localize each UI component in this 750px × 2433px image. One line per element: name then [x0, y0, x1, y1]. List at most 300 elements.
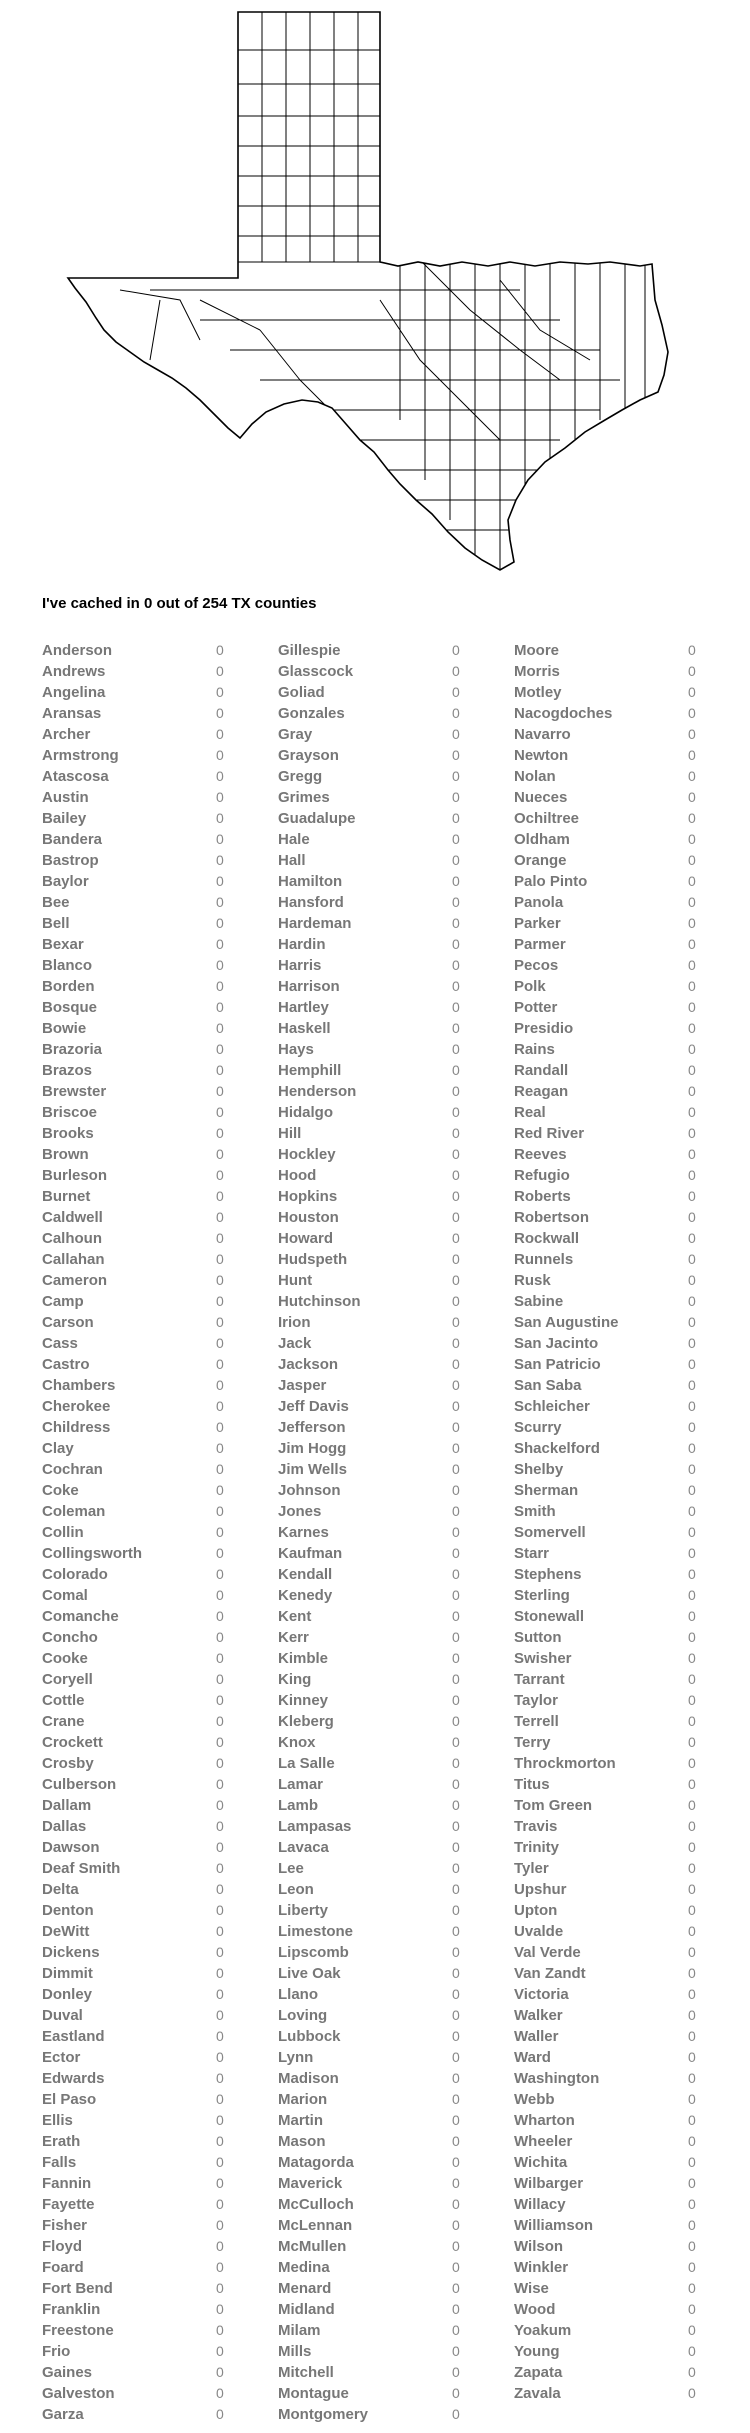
county-name-link[interactable]: Gillespie	[278, 642, 341, 659]
county-name-link[interactable]: Lubbock	[278, 2028, 341, 2045]
county-name-link[interactable]: Freestone	[42, 2322, 114, 2339]
county-name-link[interactable]: Brooks	[42, 1125, 94, 1142]
county-name-link[interactable]: San Jacinto	[514, 1335, 599, 1352]
county-name-link[interactable]: Cooke	[42, 1650, 88, 1667]
county-name-link[interactable]: Reeves	[514, 1146, 567, 1163]
county-name-link[interactable]: Cottle	[42, 1692, 85, 1709]
county-name-link[interactable]: Dawson	[42, 1839, 100, 1856]
county-name-link[interactable]: Jasper	[278, 1377, 327, 1394]
county-name-link[interactable]: Walker	[514, 2007, 563, 2024]
county-name-link[interactable]: Hartley	[278, 999, 329, 1016]
county-name-link[interactable]: Frio	[42, 2343, 71, 2360]
county-name-link[interactable]: Midland	[278, 2301, 335, 2318]
county-name-link[interactable]: Tyler	[514, 1860, 549, 1877]
county-name-link[interactable]: Schleicher	[514, 1398, 590, 1415]
county-row	[42, 1543, 272, 1564]
county-cache-count: 0	[216, 747, 224, 763]
county-name-link[interactable]: Bee	[42, 894, 70, 911]
county-name-link[interactable]: Kimble	[278, 1650, 329, 1667]
county-cache-count: 0	[688, 2091, 696, 2107]
county-name-link[interactable]: Shelby	[514, 1461, 564, 1478]
county-name-link[interactable]: Bailey	[42, 810, 87, 827]
county-name-link[interactable]: Haskell	[278, 1020, 331, 1037]
county-name-link[interactable]: Nolan	[514, 768, 556, 785]
county-name-link[interactable]: Foard	[42, 2259, 84, 2276]
county-cache-count: 0	[216, 1965, 224, 1981]
county-name-link[interactable]: Duval	[42, 2007, 83, 2024]
county-row	[42, 1669, 272, 1690]
county-name-link[interactable]: King	[278, 1671, 312, 1688]
county-name-link[interactable]: Lavaca	[278, 1839, 329, 1856]
county-name-link[interactable]: Maverick	[278, 2175, 343, 2192]
county-name-link[interactable]: Collingsworth	[42, 1545, 142, 1562]
county-name-link[interactable]: Red River	[514, 1125, 585, 1142]
county-cache-count: 0	[216, 1902, 224, 1918]
county-row	[514, 2278, 744, 2299]
county-cache-count: 0	[216, 1020, 224, 1036]
county-name-link[interactable]: Garza	[42, 2406, 84, 2423]
county-name-link[interactable]: Zapata	[514, 2364, 563, 2381]
county-name-link[interactable]: Tom Green	[514, 1797, 593, 1814]
county-name-link[interactable]: Irion	[278, 1314, 311, 1331]
county-name-link[interactable]: Lamb	[278, 1797, 319, 1814]
county-name-link[interactable]: Potter	[514, 999, 558, 1016]
county-name-link[interactable]: Dickens	[42, 1944, 100, 1961]
county-name-link[interactable]: Callahan	[42, 1251, 105, 1268]
county-name-link[interactable]: Liberty	[278, 1902, 329, 1919]
county-name-link[interactable]: McMullen	[278, 2238, 347, 2255]
county-name-link[interactable]: Gregg	[278, 768, 323, 785]
county-name-link[interactable]: Bexar	[42, 936, 84, 953]
county-name-link[interactable]: Shackelford	[514, 1440, 600, 1457]
county-name-link[interactable]: Runnels	[514, 1251, 574, 1268]
county-row	[514, 850, 744, 871]
county-row	[514, 1648, 744, 1669]
county-name-link[interactable]: Briscoe	[42, 1104, 98, 1121]
county-name-link[interactable]: Gray	[278, 726, 313, 743]
county-name-link[interactable]: Val Verde	[514, 1944, 581, 1961]
county-name-link[interactable]: Kendall	[278, 1566, 333, 1583]
county-name-link[interactable]: Bastrop	[42, 852, 99, 869]
county-name-link[interactable]: Hall	[278, 852, 306, 869]
county-name-link[interactable]: Stephens	[514, 1566, 582, 1583]
county-row	[514, 1669, 744, 1690]
county-name-link[interactable]: Terry	[514, 1734, 551, 1751]
county-name-link[interactable]: El Paso	[42, 2091, 97, 2108]
county-name-link[interactable]: Karnes	[278, 1524, 329, 1541]
county-name-link[interactable]: Borden	[42, 978, 95, 995]
county-name-link[interactable]: Yoakum	[514, 2322, 572, 2339]
county-row	[278, 1774, 508, 1795]
county-name-link[interactable]: Sabine	[514, 1293, 564, 1310]
county-name-link[interactable]: Willacy	[514, 2196, 566, 2213]
county-name-link[interactable]: Trinity	[514, 1839, 560, 1856]
county-name-link[interactable]: Stonewall	[514, 1608, 585, 1625]
county-name-link[interactable]: Gonzales	[278, 705, 345, 722]
county-name-link[interactable]: Madison	[278, 2070, 339, 2087]
county-name-link[interactable]: Wilson	[514, 2238, 564, 2255]
county-name-link[interactable]: Parmer	[514, 936, 566, 953]
county-name-link[interactable]: Bosque	[42, 999, 98, 1016]
county-name-link[interactable]: Anderson	[42, 642, 113, 659]
county-name-link[interactable]: Lampasas	[278, 1818, 352, 1835]
county-name-link[interactable]: Brazoria	[42, 1041, 103, 1058]
county-name-link[interactable]: Crockett	[42, 1734, 103, 1751]
county-name-link[interactable]: Mitchell	[278, 2364, 334, 2381]
county-name-link[interactable]: Camp	[42, 1293, 84, 1310]
county-name-link[interactable]: Andrews	[42, 663, 106, 680]
county-name-link[interactable]: Caldwell	[42, 1209, 103, 1226]
county-name-link[interactable]: Johnson	[278, 1482, 341, 1499]
county-name-link[interactable]: Brazos	[42, 1062, 93, 1079]
county-name-link[interactable]: Mills	[278, 2343, 312, 2360]
county-name-link[interactable]: Dimmit	[42, 1965, 93, 1982]
county-name-link[interactable]: Lynn	[278, 2049, 314, 2066]
county-name-link[interactable]: Atascosa	[42, 768, 109, 785]
county-name-link[interactable]: Coke	[42, 1482, 79, 1499]
county-name-link[interactable]: Panola	[514, 894, 564, 911]
county-name-link[interactable]: Ochiltree	[514, 810, 580, 827]
county-cache-count: 0	[452, 1209, 460, 1225]
county-name-link[interactable]: Jefferson	[278, 1419, 346, 1436]
county-name-link[interactable]: Carson	[42, 1314, 94, 1331]
county-name-link[interactable]: Jack	[278, 1335, 312, 1352]
county-row	[514, 997, 744, 1018]
county-name-link[interactable]: Ector	[42, 2049, 81, 2066]
county-name-link[interactable]: Hunt	[278, 1272, 313, 1289]
county-name-link[interactable]: Grayson	[278, 747, 339, 764]
county-name-link[interactable]: Robertson	[514, 1209, 589, 1226]
county-cache-count: 0	[688, 1104, 696, 1120]
county-cache-count: 0	[216, 1881, 224, 1897]
county-name-link[interactable]: Menard	[278, 2280, 332, 2297]
county-name-link[interactable]: Kent	[278, 1608, 312, 1625]
county-cache-count: 0	[216, 1419, 224, 1435]
county-name-link[interactable]: Bowie	[42, 1020, 87, 1037]
county-name-link[interactable]: Fort Bend	[42, 2280, 113, 2297]
county-name-link[interactable]: Fisher	[42, 2217, 88, 2234]
county-name-link[interactable]: McCulloch	[278, 2196, 354, 2213]
county-row	[514, 955, 744, 976]
county-name-link[interactable]: Fannin	[42, 2175, 92, 2192]
county-name-link[interactable]: Archer	[42, 726, 91, 743]
county-name-link[interactable]: Armstrong	[42, 747, 119, 764]
county-name-link[interactable]: Donley	[42, 1986, 93, 2003]
county-name-link[interactable]: Cherokee	[42, 1398, 111, 1415]
county-name-link[interactable]: Castro	[42, 1356, 90, 1373]
county-row	[514, 2026, 744, 2047]
county-name-link[interactable]: Concho	[42, 1629, 98, 1646]
county-name-link[interactable]: Nueces	[514, 789, 568, 806]
county-name-link[interactable]: Smith	[514, 1503, 556, 1520]
county-name-link[interactable]: Llano	[278, 1986, 318, 2003]
county-name-link[interactable]: Childress	[42, 1419, 111, 1436]
county-name-link[interactable]: Pecos	[514, 957, 559, 974]
county-name-link[interactable]: Bell	[42, 915, 70, 932]
county-name-link[interactable]: Young	[514, 2343, 560, 2360]
county-cache-count: 0	[216, 936, 224, 952]
county-name-link[interactable]: Van Zandt	[514, 1965, 586, 1982]
county-name-link[interactable]: Grimes	[278, 789, 330, 806]
county-name-link[interactable]: Hill	[278, 1125, 302, 1142]
county-cache-count: 0	[452, 1944, 460, 1960]
county-name-link[interactable]: Tarrant	[514, 1671, 565, 1688]
county-row	[278, 1795, 508, 1816]
county-name-link[interactable]: Nacogdoches	[514, 705, 613, 722]
county-name-link[interactable]: Wood	[514, 2301, 556, 2318]
county-name-link[interactable]: San Saba	[514, 1377, 582, 1394]
county-name-link[interactable]: San Augustine	[514, 1314, 619, 1331]
county-name-link[interactable]: Montague	[278, 2385, 349, 2402]
county-name-link[interactable]: Refugio	[514, 1167, 570, 1184]
county-name-link[interactable]: Harris	[278, 957, 322, 974]
county-name-link[interactable]: La Salle	[278, 1755, 335, 1772]
county-name-link[interactable]: Scurry	[514, 1419, 562, 1436]
county-name-link[interactable]: Medina	[278, 2259, 330, 2276]
county-name-link[interactable]: Polk	[514, 978, 546, 995]
county-name-link[interactable]: Crosby	[42, 1755, 94, 1772]
county-name-link[interactable]: Kaufman	[278, 1545, 343, 1562]
county-name-link[interactable]: Hemphill	[278, 1062, 342, 1079]
county-name-link[interactable]: Orange	[514, 852, 567, 869]
county-name-link[interactable]: Motley	[514, 684, 562, 701]
county-row	[42, 1858, 272, 1879]
county-name-link[interactable]: Ellis	[42, 2112, 73, 2129]
county-name-link[interactable]: Martin	[278, 2112, 323, 2129]
county-cache-count: 0	[216, 1083, 224, 1099]
county-name-link[interactable]: Upshur	[514, 1881, 567, 1898]
county-name-link[interactable]: Roberts	[514, 1188, 571, 1205]
county-name-link[interactable]: Rusk	[514, 1272, 551, 1289]
county-name-link[interactable]: Hardeman	[278, 915, 352, 932]
county-name-link[interactable]: Hidalgo	[278, 1104, 333, 1121]
county-row	[514, 2152, 744, 2173]
county-name-link[interactable]: Gaines	[42, 2364, 93, 2381]
county-name-link[interactable]: Chambers	[42, 1377, 116, 1394]
county-name-link[interactable]: McLennan	[278, 2217, 353, 2234]
county-row	[278, 1144, 508, 1165]
county-name-link[interactable]: Hopkins	[278, 1188, 338, 1205]
county-name-link[interactable]: Starr	[514, 1545, 550, 1562]
county-name-link[interactable]: Montgomery	[278, 2406, 368, 2423]
county-cache-count: 0	[216, 873, 224, 889]
county-row	[514, 1690, 744, 1711]
county-name-link[interactable]: Wise	[514, 2280, 549, 2297]
county-name-link[interactable]: Jim Hogg	[278, 1440, 347, 1457]
county-name-link[interactable]: Lee	[278, 1860, 304, 1877]
county-name-link[interactable]: Hays	[278, 1041, 314, 1058]
county-row	[514, 1186, 744, 1207]
county-name-link[interactable]: Newton	[514, 747, 569, 764]
county-name-link[interactable]: Oldham	[514, 831, 570, 848]
county-name-link[interactable]: Upton	[514, 1902, 558, 1919]
county-name-link[interactable]: Kinney	[278, 1692, 329, 1709]
county-name-link[interactable]: Morris	[514, 663, 560, 680]
county-name-link[interactable]: Hutchinson	[278, 1293, 361, 1310]
county-name-link[interactable]: Erath	[42, 2133, 81, 2150]
county-cache-count: 0	[452, 2175, 460, 2191]
county-name-link[interactable]: Sutton	[514, 1629, 562, 1646]
county-name-link[interactable]: Delta	[42, 1881, 79, 1898]
county-name-link[interactable]: Harrison	[278, 978, 340, 995]
county-name-link[interactable]: DeWitt	[42, 1923, 90, 1940]
county-name-link[interactable]: Ward	[514, 2049, 551, 2066]
county-cache-count: 0	[216, 2070, 224, 2086]
county-name-link[interactable]: Hudspeth	[278, 1251, 348, 1268]
county-cache-count: 0	[452, 726, 460, 742]
county-name-link[interactable]: Kleberg	[278, 1713, 334, 1730]
county-name-link[interactable]: Navarro	[514, 726, 571, 743]
county-name-link[interactable]: Jeff Davis	[278, 1398, 349, 1415]
county-name-link[interactable]: Victoria	[514, 1986, 569, 2003]
county-cache-count: 0	[688, 1356, 696, 1372]
county-name-link[interactable]: Hansford	[278, 894, 344, 911]
county-name-link[interactable]: Throckmorton	[514, 1755, 616, 1772]
county-name-link[interactable]: Lamar	[278, 1776, 324, 1793]
county-name-link[interactable]: Titus	[514, 1776, 550, 1793]
county-name-link[interactable]: Leon	[278, 1881, 314, 1898]
county-cache-count: 0	[688, 789, 696, 805]
county-cache-count: 0	[688, 915, 696, 931]
county-cache-count: 0	[688, 1482, 696, 1498]
county-cache-count: 0	[688, 642, 696, 658]
county-name-link[interactable]: Fayette	[42, 2196, 95, 2213]
county-name-link[interactable]: Zavala	[514, 2385, 561, 2402]
county-name-link[interactable]: Wichita	[514, 2154, 568, 2171]
county-name-link[interactable]: Comanche	[42, 1608, 119, 1625]
county-name-link[interactable]: Galveston	[42, 2385, 115, 2402]
county-name-link[interactable]: Hood	[278, 1167, 317, 1184]
county-name-link[interactable]: Williamson	[514, 2217, 594, 2234]
county-name-link[interactable]: Knox	[278, 1734, 316, 1751]
county-cache-count: 0	[688, 1797, 696, 1813]
county-row	[514, 1795, 744, 1816]
county-name-link[interactable]: Sterling	[514, 1587, 570, 1604]
county-name-link[interactable]: Aransas	[42, 705, 102, 722]
county-name-link[interactable]: Dallam	[42, 1797, 92, 1814]
county-name-link[interactable]: Reagan	[514, 1083, 569, 1100]
county-name-link[interactable]: Loving	[278, 2007, 328, 2024]
county-name-link[interactable]: Howard	[278, 1230, 334, 1247]
county-name-link[interactable]: Edwards	[42, 2070, 105, 2087]
county-name-link[interactable]: Milam	[278, 2322, 321, 2339]
county-name-link[interactable]: Kerr	[278, 1629, 309, 1646]
county-name-link[interactable]: Blanco	[42, 957, 93, 974]
county-name-link[interactable]: Goliad	[278, 684, 325, 701]
county-name-link[interactable]: Cochran	[42, 1461, 103, 1478]
county-name-link[interactable]: Crane	[42, 1713, 85, 1730]
county-name-link[interactable]: Collin	[42, 1524, 84, 1541]
county-name-link[interactable]: Wilbarger	[514, 2175, 584, 2192]
county-name-link[interactable]: Moore	[514, 642, 559, 659]
county-name-link[interactable]: Swisher	[514, 1650, 572, 1667]
county-name-link[interactable]: Deaf Smith	[42, 1860, 121, 1877]
county-name-link[interactable]: Hardin	[278, 936, 326, 953]
county-name-link[interactable]: Hale	[278, 831, 310, 848]
county-name-link[interactable]: Terrell	[514, 1713, 559, 1730]
county-cache-count: 0	[688, 1020, 696, 1036]
county-name-link[interactable]: Clay	[42, 1440, 74, 1457]
county-name-link[interactable]: Presidio	[514, 1020, 574, 1037]
county-name-link[interactable]: Kenedy	[278, 1587, 333, 1604]
county-row	[278, 2110, 508, 2131]
county-name-link[interactable]: Calhoun	[42, 1230, 102, 1247]
county-name-link[interactable]: Uvalde	[514, 1923, 564, 1940]
county-name-link[interactable]: Winkler	[514, 2259, 569, 2276]
county-name-link[interactable]: San Patricio	[514, 1356, 601, 1373]
county-name-link[interactable]: Washington	[514, 2070, 600, 2087]
county-name-link[interactable]: Denton	[42, 1902, 94, 1919]
county-name-link[interactable]: Brown	[42, 1146, 89, 1163]
county-cache-count: 0	[452, 1818, 460, 1834]
county-name-link[interactable]: Eastland	[42, 2028, 105, 2045]
county-name-link[interactable]: Falls	[42, 2154, 77, 2171]
county-name-link[interactable]: Coleman	[42, 1503, 106, 1520]
county-name-link[interactable]: Floyd	[42, 2238, 82, 2255]
county-name-link[interactable]: Bandera	[42, 831, 103, 848]
county-name-link[interactable]: Baylor	[42, 873, 89, 890]
county-name-link[interactable]: Jones	[278, 1503, 322, 1520]
county-name-link[interactable]: Cameron	[42, 1272, 108, 1289]
county-name-link[interactable]: Hockley	[278, 1146, 336, 1163]
county-name-link[interactable]: Burnet	[42, 1188, 91, 1205]
county-name-link[interactable]: Somervell	[514, 1524, 586, 1541]
county-name-link[interactable]: Wharton	[514, 2112, 575, 2129]
county-name-link[interactable]: Jim Wells	[278, 1461, 347, 1478]
county-name-link[interactable]: Hamilton	[278, 873, 343, 890]
county-name-link[interactable]: Dallas	[42, 1818, 87, 1835]
county-name-link[interactable]: Colorado	[42, 1566, 108, 1583]
county-name-link[interactable]: Franklin	[42, 2301, 101, 2318]
county-name-link[interactable]: Brewster	[42, 1083, 107, 1100]
county-name-link[interactable]: Cass	[42, 1335, 78, 1352]
county-name-link[interactable]: Rains	[514, 1041, 555, 1058]
county-name-link[interactable]: Glasscock	[278, 663, 354, 680]
county-name-link[interactable]: Austin	[42, 789, 89, 806]
county-name-link[interactable]: Comal	[42, 1587, 88, 1604]
county-name-link[interactable]: Jackson	[278, 1356, 339, 1373]
county-name-link[interactable]: Waller	[514, 2028, 559, 2045]
county-row	[42, 1480, 272, 1501]
county-cache-count: 0	[688, 1062, 696, 1078]
county-name-link[interactable]: Live Oak	[278, 1965, 341, 1982]
county-name-link[interactable]: Parker	[514, 915, 561, 932]
county-name-link[interactable]: Henderson	[278, 1083, 357, 1100]
county-name-link[interactable]: Limestone	[278, 1923, 354, 1940]
county-name-link[interactable]: Sherman	[514, 1482, 579, 1499]
county-name-link[interactable]: Coryell	[42, 1671, 93, 1688]
county-name-link[interactable]: Guadalupe	[278, 810, 356, 827]
county-name-link[interactable]: Culberson	[42, 1776, 117, 1793]
county-name-link[interactable]: Travis	[514, 1818, 558, 1835]
county-name-link[interactable]: Rockwall	[514, 1230, 580, 1247]
county-cache-count: 0	[688, 1776, 696, 1792]
county-name-link[interactable]: Houston	[278, 1209, 339, 1226]
county-name-link[interactable]: Lipscomb	[278, 1944, 349, 1961]
county-row	[514, 1480, 744, 1501]
county-name-link[interactable]: Webb	[514, 2091, 555, 2108]
county-name-link[interactable]: Palo Pinto	[514, 873, 588, 890]
county-name-link[interactable]: Angelina	[42, 684, 106, 701]
county-name-link[interactable]: Real	[514, 1104, 546, 1121]
county-name-link[interactable]: Randall	[514, 1062, 569, 1079]
county-name-link[interactable]: Matagorda	[278, 2154, 354, 2171]
county-name-link[interactable]: Taylor	[514, 1692, 558, 1709]
county-name-link[interactable]: Wheeler	[514, 2133, 573, 2150]
county-name-link[interactable]: Marion	[278, 2091, 328, 2108]
county-name-link[interactable]: Mason	[278, 2133, 326, 2150]
county-name-link[interactable]: Burleson	[42, 1167, 108, 1184]
